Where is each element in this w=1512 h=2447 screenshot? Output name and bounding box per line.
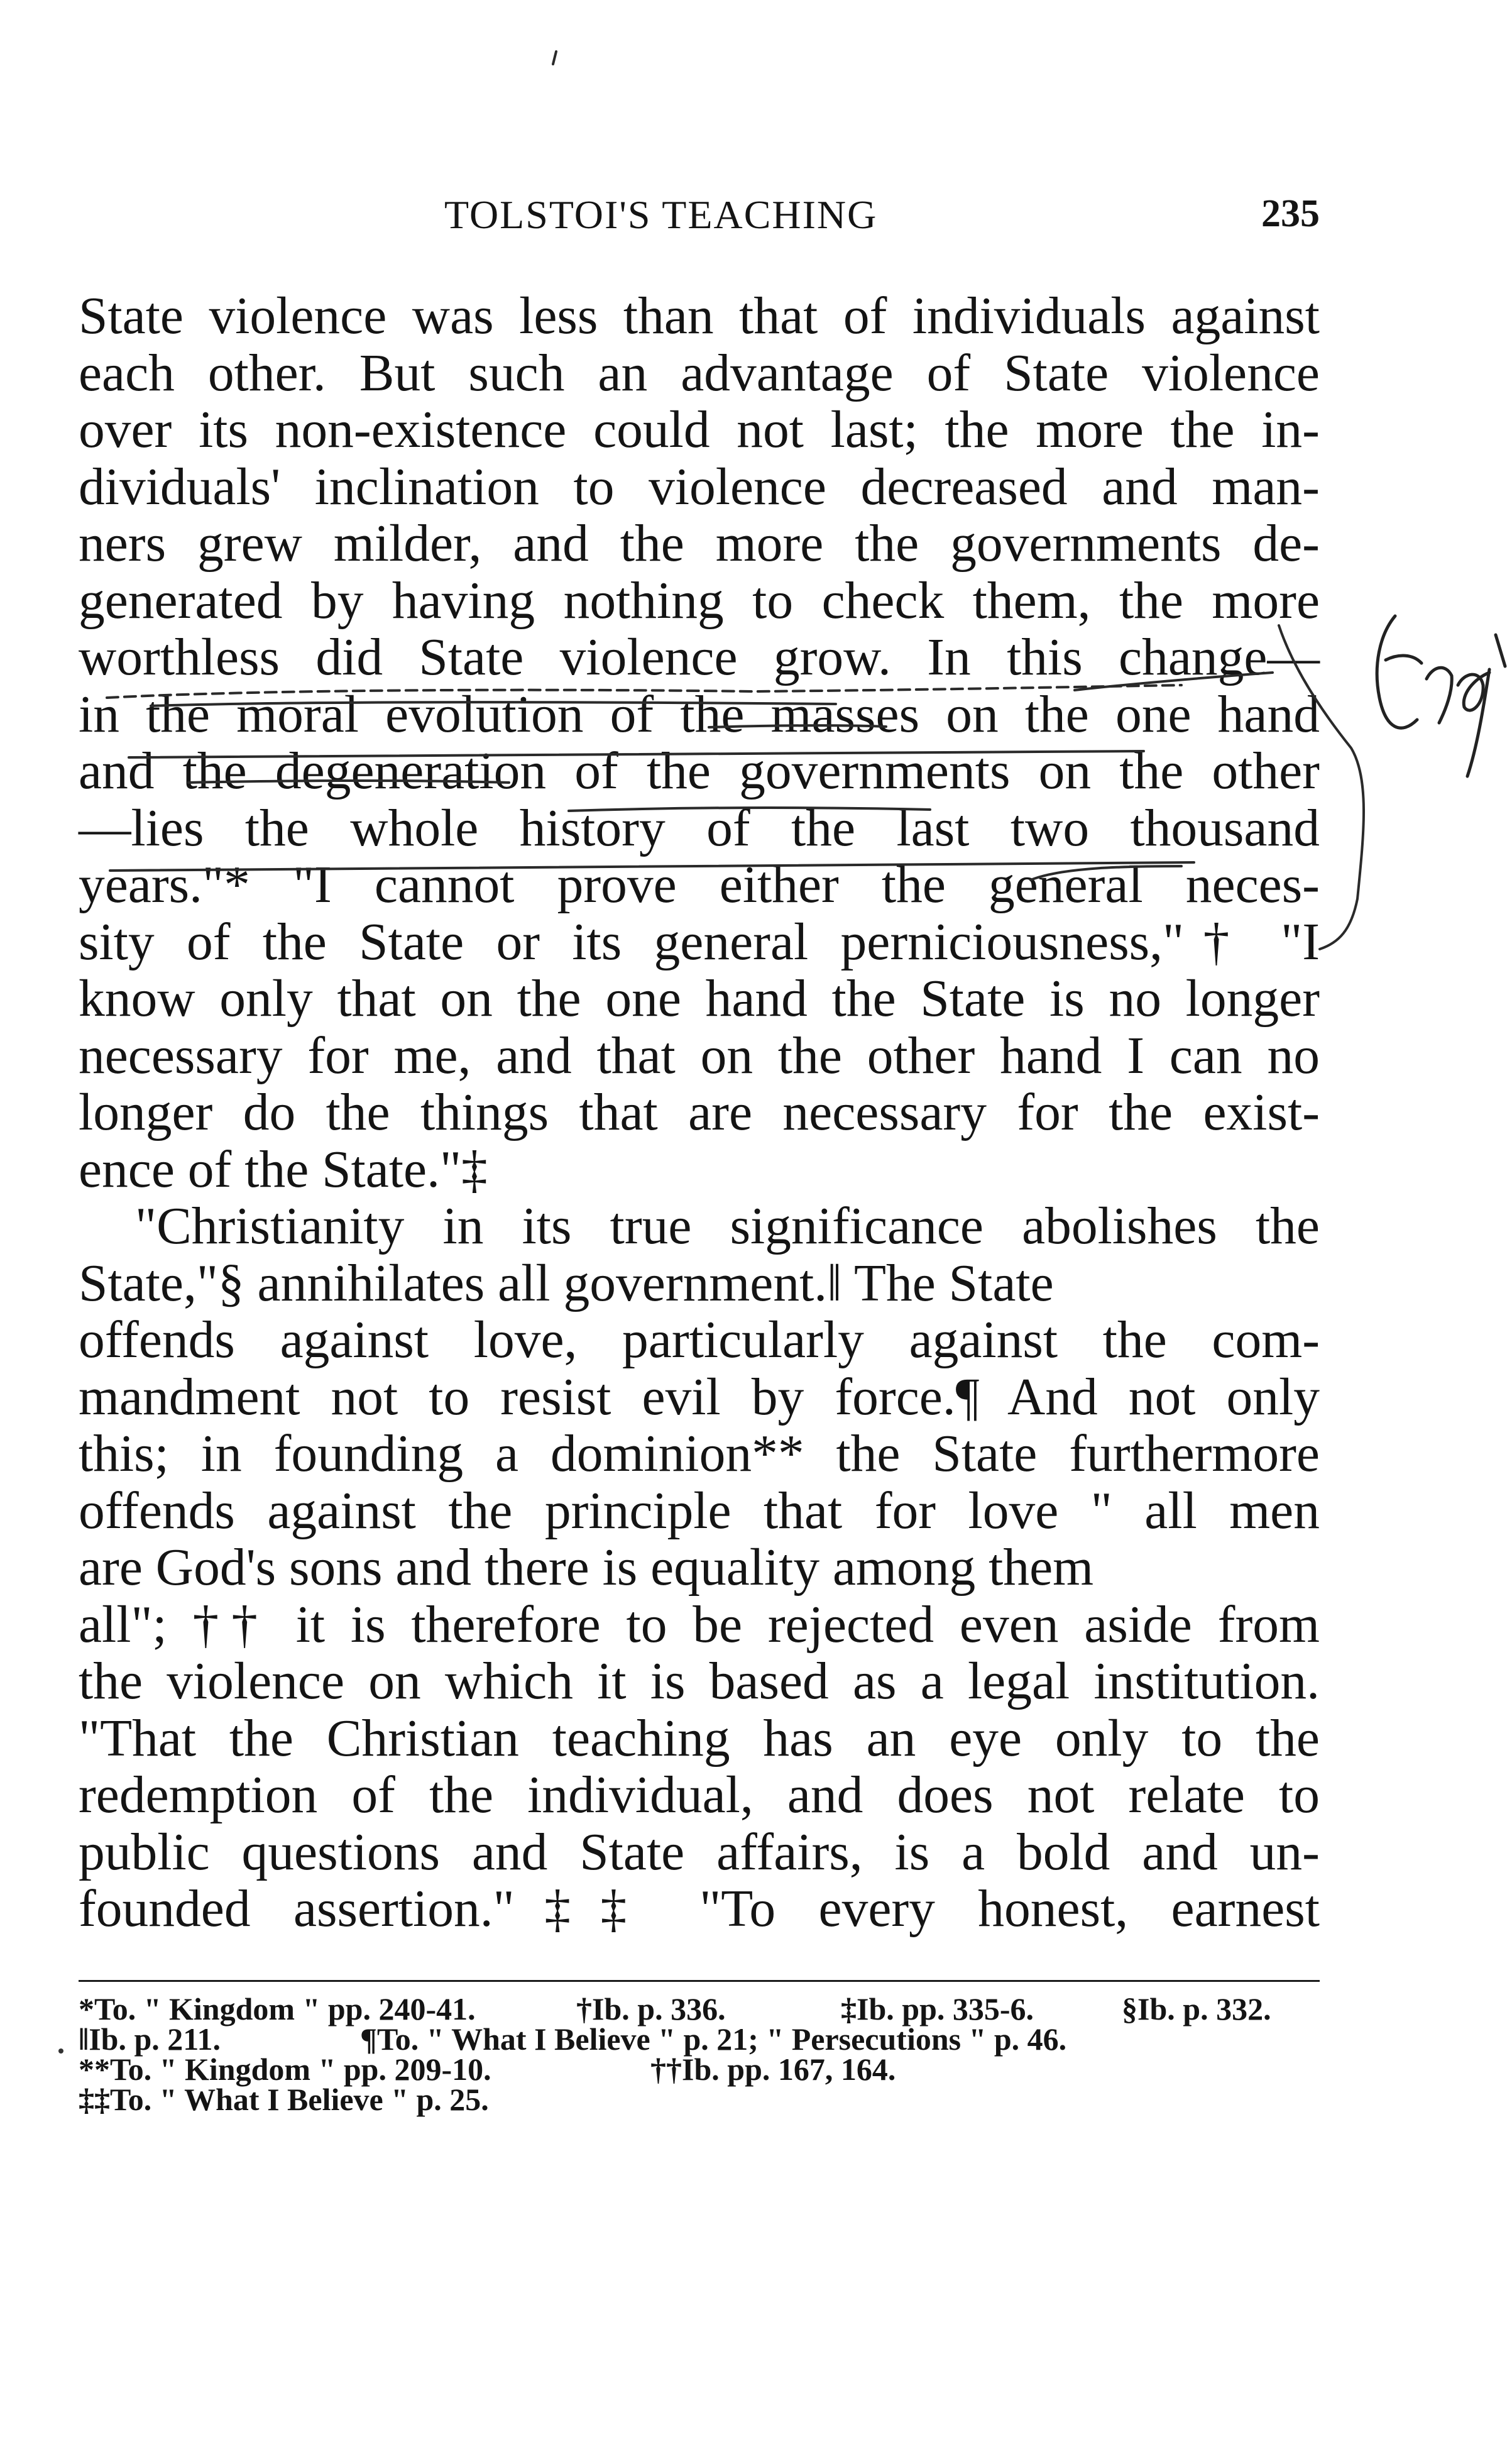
footnote: †Ib. p. 336. [576,1991,726,2026]
margin-bracket [1279,625,1364,949]
text-line: dividuals' inclination to violence decreased and man- [79,458,1320,516]
text-line: the violence on which it is based as a legal institution. [79,1652,1320,1710]
footnote: §Ib. p. 332. [1122,1991,1271,2026]
text-line: "That the Christian teaching has an eye only to the [79,1709,1320,1768]
pencil-connector-line [1075,673,1273,690]
text-line: sity of the State or its general perniciousness,"† "I [79,913,1320,971]
text-line: are God's sons and there is equality among them [79,1539,1094,1597]
text-line: generated by having nothing to check them, the more [79,571,1320,630]
text-line: "Christianity in its true significance abolishes the [135,1197,1320,1255]
underline-mark [107,685,1181,698]
underline-mark [110,862,1194,871]
footnote: ‡‡To. " What I Believe " p. 25. [79,2082,489,2117]
text-line: worthless did State violence grow. In this change— [79,629,1320,686]
underline-mark [129,751,1144,757]
text-line: —lies the whole history of the last two thousand [79,799,1320,857]
underline-mark [569,808,930,811]
text-line: years."* "I cannot prove either the general neces- [79,856,1320,914]
text-line: offends against the principle that for love " all men [79,1482,1320,1540]
text-line: this; in founding a dominion** the State furthermore [79,1425,1320,1483]
margin-handwriting [1377,616,1505,776]
footnote: ‡Ib. pp. 335-6. [841,1991,1034,2026]
text-line: founded assertion."‡‡ "To every honest, earnest [79,1880,1320,1938]
text-line: public questions and State affairs, is a bold and un- [79,1823,1320,1881]
footnote: ¶To. " What I Believe " p. 21; " Persecutions " p. 46. [360,2021,1067,2057]
footnote: *To. " Kingdom " pp. 240-41. [79,1991,476,2026]
text-line: redemption of the individual, and does not relate to [79,1766,1320,1824]
text-line: all"; †† it is therefore to be rejected even aside from [79,1595,1320,1654]
underline-mark [1031,866,1181,880]
strikethrough-mark [709,725,886,727]
text-line: offends against love, particularly against the com- [79,1311,1320,1369]
text-line: in the moral evolution of the masses on the one hand [79,685,1320,744]
text-line: ners grew milder, and the more the governments de- [79,515,1320,573]
text-line: necessary for me, and that on the other hand I can no [79,1026,1320,1085]
text-line: longer do the things that are necessary for the exist- [79,1084,1320,1141]
text-line: ence of the State."‡ [79,1140,488,1199]
speck-mark [58,2048,63,2054]
stray-pencil-mark [553,52,556,64]
text-line: mandment not to resist evil by force.¶ And not only [79,1368,1320,1426]
footnote: ‖Ib. p. 211. [79,2021,221,2057]
text-line: each other. But such an advantage of State violence [79,344,1320,402]
overline-mark [151,702,836,706]
text-line: over its non-existence could not last; the more the in- [79,401,1320,459]
running-title: TOLSTOI'S TEACHING [444,192,878,237]
footnote: ††Ib. pp. 167, 164. [650,2052,896,2087]
text-line: State violence was less than that of individuals against [79,287,1320,345]
text-line: State,"§ annihilates all government.‖ The State [79,1254,1054,1312]
text-line: know only that on the one hand the State is no longer [79,970,1320,1028]
text-line: and the degeneration of the governments on the other [79,742,1320,800]
strikethrough-mark [189,781,509,783]
footnote: **To. " Kingdom " pp. 209-10. [79,2052,491,2087]
page-number: 235 [1261,192,1320,235]
